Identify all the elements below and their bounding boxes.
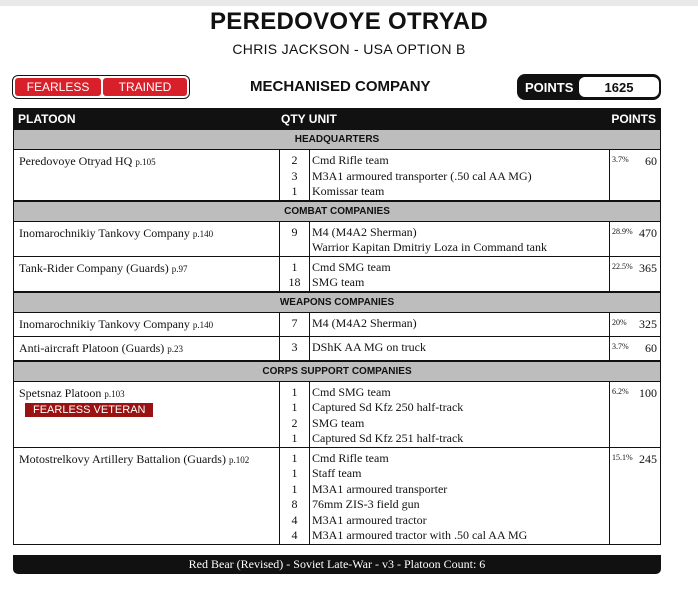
unit-name: Captured Sd Kfz 250 half-track xyxy=(312,400,464,414)
points-percent: 6.2% xyxy=(612,386,629,396)
table-row xyxy=(14,257,660,292)
company-type: MECHANISED COMPANY xyxy=(250,78,431,95)
unit-cell xyxy=(309,257,609,291)
unit-qty: 1 xyxy=(291,466,298,480)
points-box xyxy=(517,74,661,100)
platoon-points: 365 xyxy=(639,260,657,275)
points-cell xyxy=(609,313,660,336)
table-row xyxy=(14,382,660,448)
platoon-points: 60 xyxy=(645,154,657,168)
unit-qty: 1 xyxy=(291,259,298,274)
page-ref: p.105 xyxy=(135,157,156,167)
badge-motivation: FEARLESS xyxy=(15,78,101,96)
table-row xyxy=(14,150,660,201)
unit-cell xyxy=(309,222,609,256)
points-cell xyxy=(609,257,660,291)
unit-name: Captured Sd Kfz 251 half-track xyxy=(312,431,464,445)
unit-qty: 4 xyxy=(291,512,298,527)
unit-cell xyxy=(309,337,609,360)
qty-cell xyxy=(279,337,309,360)
page-title: PEREDOVOYE OTRYAD xyxy=(209,8,489,35)
top-bar xyxy=(0,0,698,6)
unit-qty: 1 xyxy=(291,184,298,198)
table-row xyxy=(14,222,660,257)
qty-cell xyxy=(279,382,309,447)
table-row xyxy=(14,448,660,544)
platoon-cell xyxy=(14,337,279,360)
table-header xyxy=(14,109,660,129)
section-header: WEAPONS COMPANIES xyxy=(14,292,660,313)
unit-qty: 3 xyxy=(291,339,298,354)
unit-name: Warrior Kapitan Dmitriy Loza in Command tank xyxy=(312,240,547,254)
points-percent: 15.1% xyxy=(612,452,633,462)
army-list-table xyxy=(13,108,661,545)
points-total: 1625 xyxy=(579,77,659,97)
platoon-cell xyxy=(14,382,279,447)
qty-cell xyxy=(279,222,309,256)
section-header: HEADQUARTERS xyxy=(14,129,660,150)
unit-name: 76mm ZIS-3 field gun xyxy=(312,497,420,511)
platoon-name: Tank-Rider Company (Guards) xyxy=(19,260,169,275)
points-percent: 20% xyxy=(612,317,627,327)
platoon-cell xyxy=(14,150,279,200)
points-cell xyxy=(609,337,660,360)
unit-name: M3A1 armoured tractor xyxy=(312,512,427,527)
platoon-name: Peredovoye Otryad HQ xyxy=(19,154,133,168)
footer: Red Bear (Revised) - Soviet Late-War - v3 - Platoon Count: 6 xyxy=(13,555,661,574)
page-subtitle: CHRIS JACKSON - USA OPTION B xyxy=(232,41,466,57)
table-body xyxy=(14,129,660,544)
page-ref: p.102 xyxy=(228,454,250,465)
platoon-points: 245 xyxy=(639,451,657,466)
platoon-points: 470 xyxy=(639,225,657,240)
unit-qty: 1 xyxy=(291,431,298,445)
unit-qty: 9 xyxy=(291,224,298,239)
unit-name: Cmd Rifle team xyxy=(312,153,389,167)
unit-qty: 1 xyxy=(291,384,298,399)
col-platoon: PLATOON xyxy=(18,112,76,126)
points-cell xyxy=(609,448,660,544)
rating-tag: FEARLESS VETERAN xyxy=(25,403,153,417)
points-percent: 22.5% xyxy=(612,261,633,271)
unit-qty: 8 xyxy=(291,497,298,511)
page-ref: p.23 xyxy=(167,343,184,354)
platoon-cell xyxy=(14,257,279,291)
unit-name: Cmd SMG team xyxy=(312,384,391,399)
rating-badges xyxy=(12,75,190,99)
platoon-name: Inomarochnikiy Tankovy Company xyxy=(19,316,190,331)
badge-skill: TRAINED xyxy=(103,78,187,96)
page-ref: p.140 xyxy=(192,228,214,239)
platoon-cell xyxy=(14,222,279,256)
col-qty-unit: QTY UNIT xyxy=(281,112,337,126)
qty-cell xyxy=(279,150,309,200)
platoon-cell xyxy=(14,448,279,544)
platoon-points: 325 xyxy=(639,316,657,331)
unit-name: M4 (M4A2 Sherman) xyxy=(312,315,417,330)
points-cell xyxy=(609,150,660,200)
unit-cell xyxy=(309,448,609,544)
unit-qty: 1 xyxy=(291,481,298,496)
page-ref: p.103 xyxy=(104,388,125,399)
points-percent: 3.7% xyxy=(612,155,629,164)
platoon-points: 100 xyxy=(639,385,657,400)
platoon-name: Spetsnaz Platoon xyxy=(19,385,102,400)
points-cell xyxy=(609,382,660,447)
unit-name: Staff team xyxy=(312,466,362,480)
unit-qty: 7 xyxy=(291,315,298,330)
unit-qty: 18 xyxy=(288,275,301,289)
unit-qty: 1 xyxy=(291,450,298,465)
unit-name: SMG team xyxy=(312,275,365,289)
unit-qty: 2 xyxy=(291,153,298,167)
platoon-cell xyxy=(14,313,279,336)
page-ref: p.140 xyxy=(192,319,214,330)
unit-name: M3A1 armoured transporter (.50 cal AA MG) xyxy=(312,168,532,183)
unit-qty: 1 xyxy=(291,400,298,414)
unit-cell xyxy=(309,150,609,200)
unit-cell xyxy=(309,313,609,336)
qty-cell xyxy=(279,313,309,336)
unit-qty: 2 xyxy=(291,415,298,430)
page-ref: p.97 xyxy=(171,263,188,274)
col-points: POINTS xyxy=(611,112,656,126)
points-cell xyxy=(609,222,660,256)
platoon-name: Inomarochnikiy Tankovy Company xyxy=(19,225,190,240)
unit-qty: 3 xyxy=(291,168,298,183)
platoon-name: Motostrelkovy Artillery Battalion (Guards) xyxy=(19,451,226,466)
qty-cell xyxy=(279,257,309,291)
points-percent: 3.7% xyxy=(612,341,629,351)
table-row xyxy=(14,313,660,337)
section-header: CORPS SUPPORT COMPANIES xyxy=(14,361,660,382)
table-row xyxy=(14,337,660,361)
unit-name: M3A1 armoured transporter xyxy=(312,481,448,496)
points-label: POINTS xyxy=(525,79,574,95)
unit-name: Cmd Rifle team xyxy=(312,450,389,465)
unit-qty xyxy=(280,240,309,256)
unit-name: Cmd SMG team xyxy=(312,259,391,274)
platoon-points: 60 xyxy=(645,340,657,355)
unit-qty: 4 xyxy=(291,528,298,542)
unit-cell xyxy=(309,382,609,447)
unit-name: SMG team xyxy=(312,415,365,430)
unit-name: M3A1 armoured tractor with .50 cal AA MG xyxy=(312,528,528,542)
platoon-name: Anti-aircraft Platoon (Guards) xyxy=(19,340,165,355)
points-percent: 28.9% xyxy=(612,226,633,236)
section-header: COMBAT COMPANIES xyxy=(14,201,660,222)
qty-cell xyxy=(279,448,309,544)
unit-name: Komissar team xyxy=(312,184,385,198)
unit-name: M4 (M4A2 Sherman) xyxy=(312,224,417,239)
unit-name: DShK AA MG on truck xyxy=(312,339,427,354)
